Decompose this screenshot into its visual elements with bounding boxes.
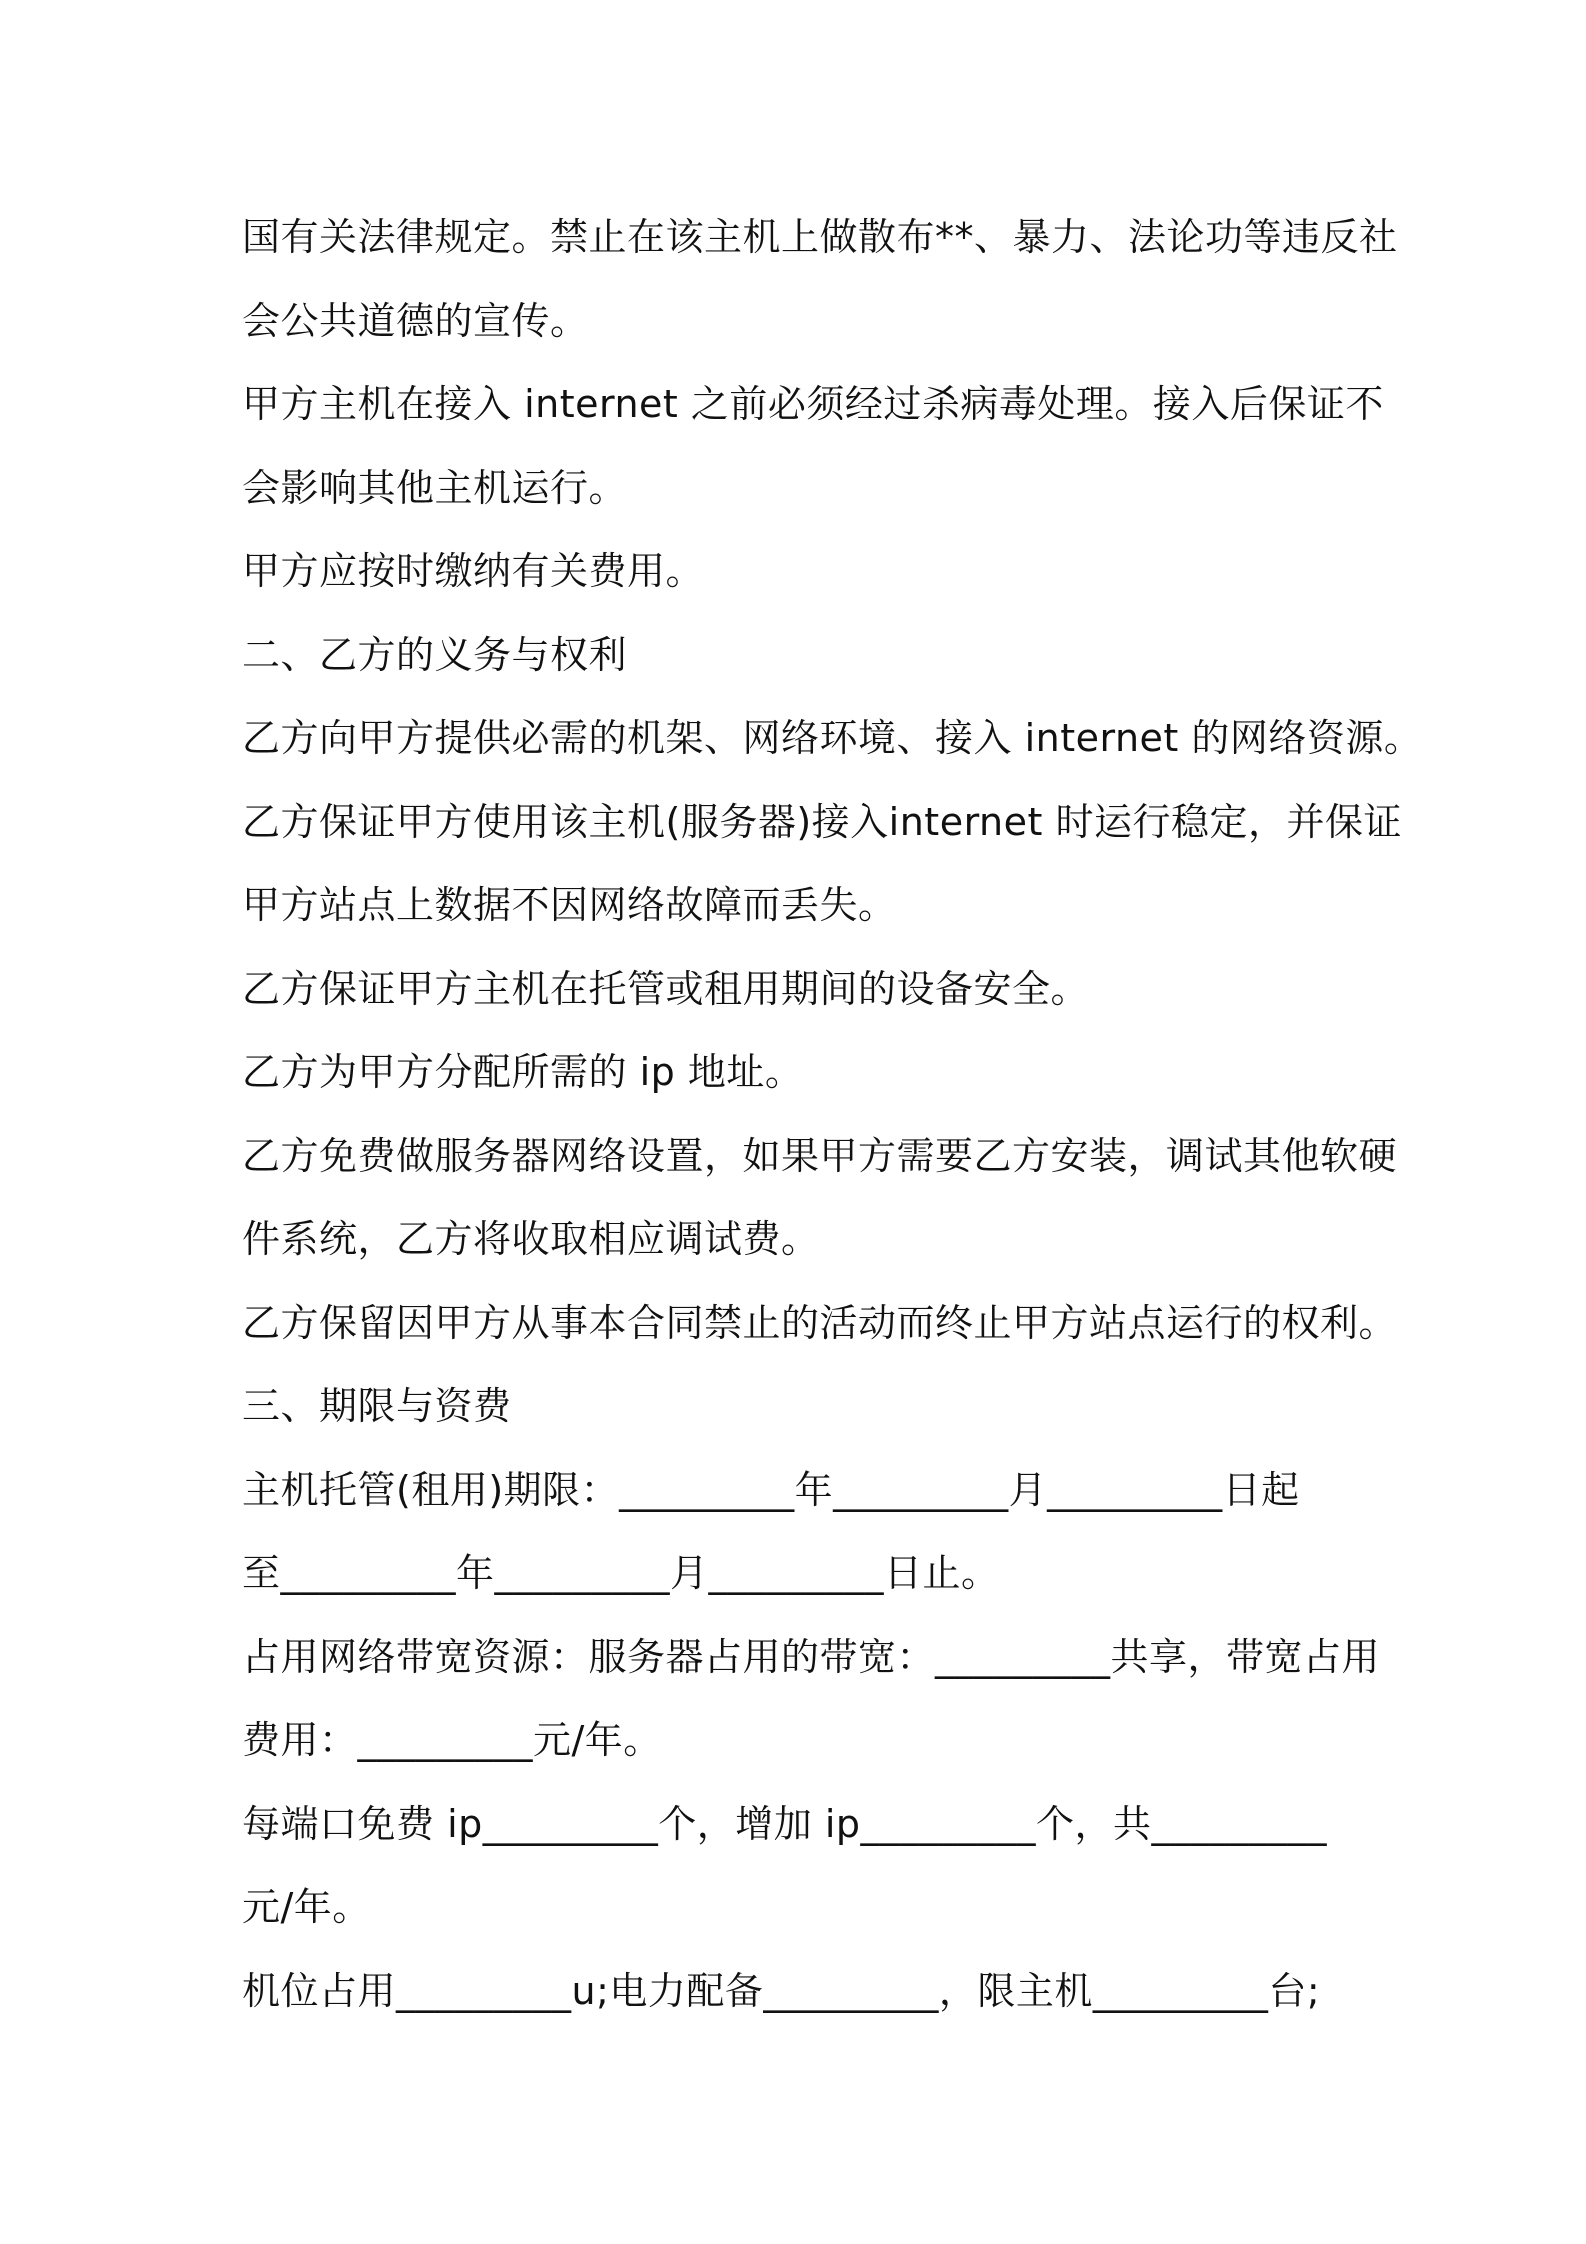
- section-heading: 三、期限与资费: [242, 1384, 512, 1428]
- text-line: 国有关法律规定。禁止在该主机上做散布**、暴力、法论功等违反社: [242, 215, 1398, 259]
- text-line: 甲方主机在接入 internet 之前必须经过杀病毒处理。接入后保证不: [242, 382, 1384, 426]
- document-body: [242, 196, 1423, 2033]
- text-line: 甲方应按时缴纳有关费用。: [242, 549, 705, 593]
- text-line: 会公共道德的宣传。: [242, 298, 589, 343]
- text-line: 元/年。: [242, 1885, 371, 1929]
- text-line: 会影响其他主机运行。: [242, 465, 628, 510]
- text-line: 乙方保留因甲方从事本合同禁止的活动而终止甲方站点运行的权利。: [242, 1300, 1398, 1345]
- section-heading: 二、乙方的义务与权利: [242, 632, 628, 677]
- text-line: 乙方为甲方分配所需的 ip 地址。: [242, 1050, 804, 1094]
- text-line: 乙方保证甲方主机在托管或租用期间的设备安全。: [242, 966, 1090, 1011]
- text-line: 机位占用_________u;电力配备_________，限主机_________台;: [242, 1968, 1321, 2013]
- text-line: 甲方站点上数据不因网络故障而丢失。: [242, 883, 897, 927]
- text-line: 乙方免费做服务器网络设置，如果甲方需要乙方安装，调试其他软硬: [242, 1133, 1398, 1178]
- text-line: 费用：_________元/年。: [242, 1718, 662, 1762]
- text-line: 主机托管(租用)期限：_________年_________月_________日起: [242, 1467, 1300, 1512]
- text-line: 乙方向甲方提供必需的机架、网络环境、接入 internet 的网络资源。: [242, 716, 1423, 760]
- text-line: 乙方保证甲方使用该主机(服务器)接入internet 时运行稳定，并保证: [242, 799, 1402, 844]
- text-line: 至_________年_________月_________日止。: [242, 1551, 1000, 1595]
- text-line: 占用网络带宽资源：服务器占用的带宽：_________共享，带宽占用: [242, 1634, 1381, 1679]
- text-line: 件系统，乙方将收取相应调试费。: [242, 1217, 820, 1261]
- text-line: 每端口免费 ip_________个，增加 ip_________个，共_________: [242, 1801, 1328, 1846]
